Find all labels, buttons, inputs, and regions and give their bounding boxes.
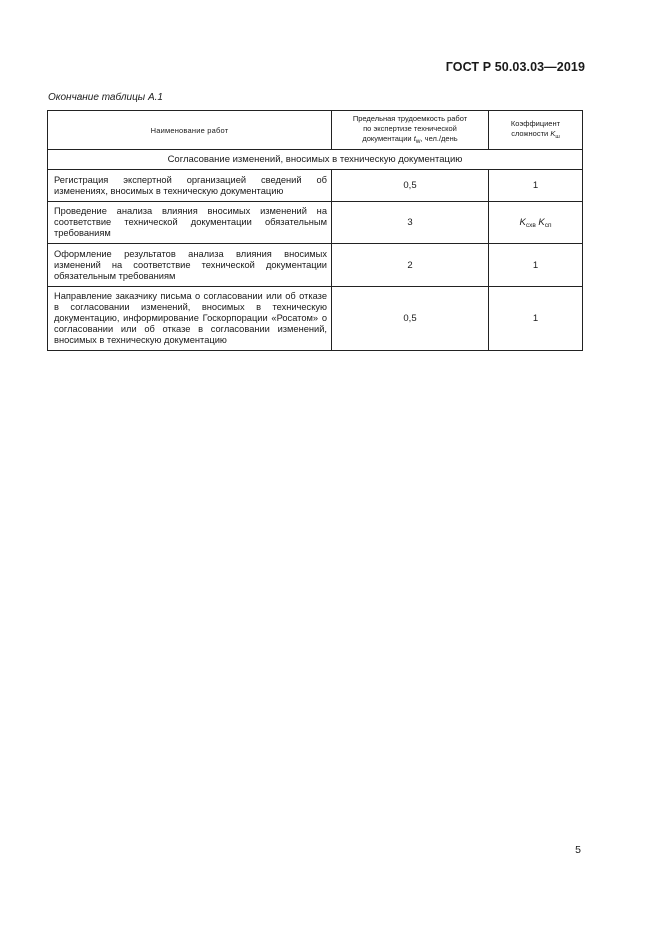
coef-k1: K bbox=[519, 216, 526, 228]
header-name-label: Наименование работ bbox=[150, 125, 229, 135]
labor-symbol-sub: w bbox=[415, 137, 421, 145]
work-name: Проведение анализа влияния вносимых изменений на соответствие технической документации обязательным требованиям bbox=[48, 202, 332, 244]
header-labor-intensity bbox=[332, 111, 489, 150]
work-name: Оформление результатов анализа влияния вносимых изменений на соответствие технической документации обязательным требованиям bbox=[48, 244, 332, 287]
section-row bbox=[48, 150, 583, 170]
header-complexity-coef bbox=[489, 111, 583, 150]
table-row bbox=[48, 287, 583, 351]
header-name-of-works bbox=[48, 111, 332, 150]
header-labor-line1: Предельная трудоемкость работ bbox=[352, 113, 468, 123]
table-caption: Окончание таблицы А.1 bbox=[48, 92, 163, 103]
header-labor-line2: по экспертизе технической bbox=[363, 123, 457, 133]
labor-value: 3 bbox=[332, 202, 489, 244]
table-header-row bbox=[48, 111, 583, 150]
header-labor-line3-post: , чел./день bbox=[420, 133, 458, 143]
header-coef-line1: Коэффициент bbox=[510, 118, 561, 128]
coef-symbol-sub: ш bbox=[555, 133, 560, 140]
coef-k2-sub: сп bbox=[544, 221, 552, 229]
header-labor-line3 bbox=[332, 134, 488, 147]
section-title: Согласование изменений, вносимых в техническую документацию bbox=[48, 150, 583, 170]
labor-value: 0,5 bbox=[332, 170, 489, 202]
work-name: Регистрация экспертной организацией сведений об изменениях, вносимых в техническую документацию bbox=[48, 170, 332, 202]
labor-symbol: t bbox=[413, 133, 416, 143]
header-coef-line2-pre: сложности bbox=[511, 128, 549, 138]
coef-value: 1 bbox=[489, 287, 583, 351]
coef-value: 1 bbox=[489, 244, 583, 287]
coef-k2: K bbox=[538, 216, 545, 228]
table-row bbox=[48, 244, 583, 287]
header-coef-line2 bbox=[489, 129, 582, 142]
coef-value bbox=[489, 202, 583, 244]
document-code: ГОСТ Р 50.03.03—2019 bbox=[445, 60, 585, 74]
labor-value: 2 bbox=[332, 244, 489, 287]
work-name: Направление заказчику письма о согласовании или об отказе в согласовании изменений, вносимых в техническую документацию, информирование Госкорпорации «Росатом» о согласовании или об отказе в согласовании изменений, вносимых в техническую документацию bbox=[48, 287, 332, 351]
works-table bbox=[47, 110, 583, 351]
table-row bbox=[48, 202, 583, 244]
coef-value: 1 bbox=[489, 170, 583, 202]
labor-value: 0,5 bbox=[332, 287, 489, 351]
page-number: 5 bbox=[575, 844, 581, 856]
coef-symbol: K bbox=[550, 128, 556, 138]
table-row bbox=[48, 170, 583, 202]
header-labor-line3-pre: документации bbox=[362, 133, 412, 143]
coef-k1-sub: схв bbox=[525, 221, 536, 229]
